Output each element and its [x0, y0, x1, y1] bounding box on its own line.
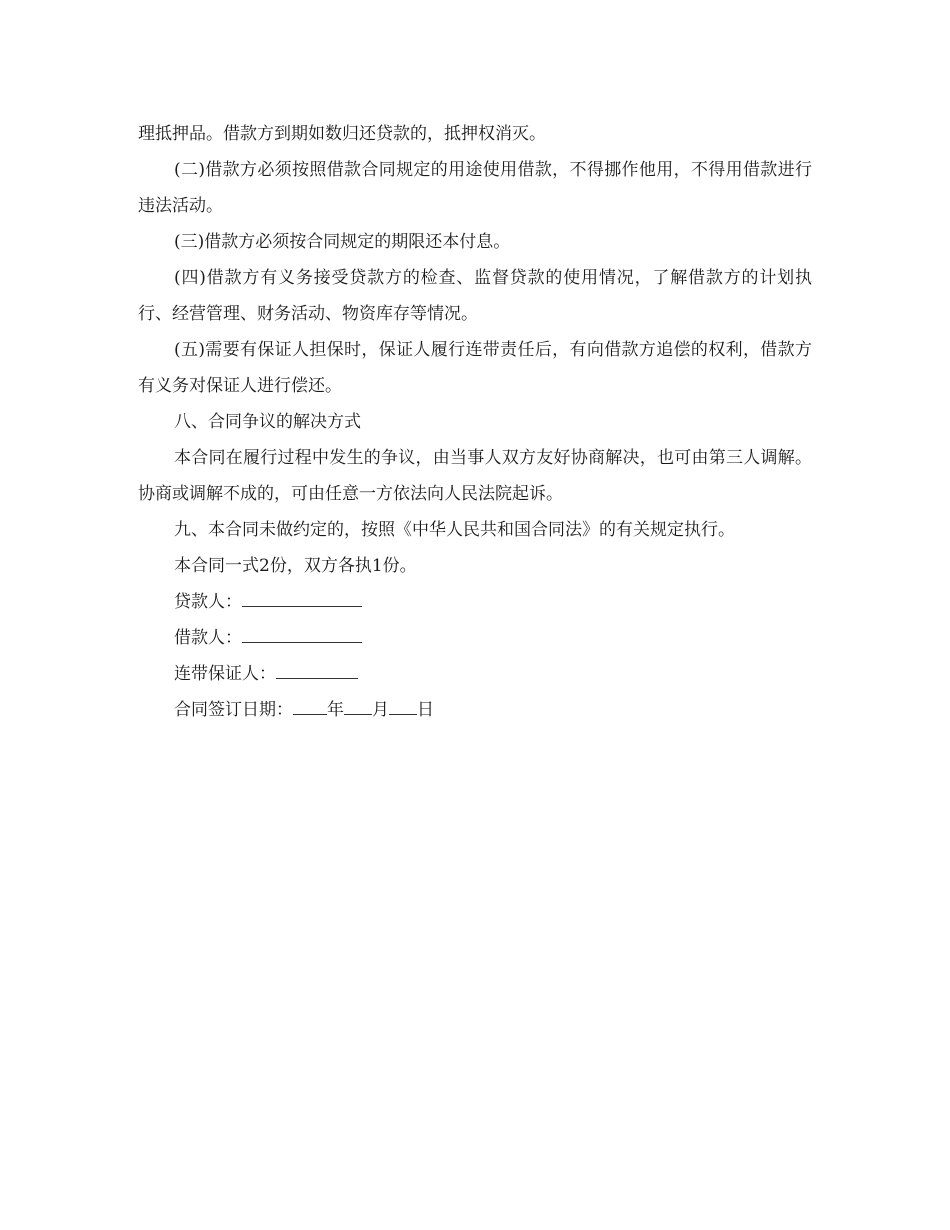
- paragraph-clause-4: (四)借款方有义务接受贷款方的检查、监督贷款的使用情况，了解借款方的计划执行、经营管理、财务活动、物资库存等情况。: [138, 268, 812, 324]
- section-heading-dispute: 八、合同争议的解决方式: [174, 412, 361, 432]
- month-label: 月: [372, 700, 389, 720]
- guarantor-signature-line: [276, 662, 358, 679]
- year-blank-line: [293, 698, 327, 715]
- paragraph-copies: 本合同一式2份，双方各执1份。: [174, 556, 417, 576]
- document-body: [138, 116, 812, 728]
- guarantor-label: 连带保证人：: [174, 664, 276, 684]
- signing-date-row: [138, 692, 812, 728]
- borrower-signature-line: [242, 626, 362, 643]
- lender-signature-line: [242, 590, 362, 607]
- paragraph-clause-5: (五)需要有保证人担保时，保证人履行连带责任后，有向借款方追偿的权利，借款方有义务对保证人进行偿还。: [138, 340, 812, 396]
- signature-guarantor-row: [138, 656, 812, 692]
- paragraph-clause-2: (二)借款方必须按照借款合同规定的用途使用借款，不得挪作他用，不得用借款进行违法活动。: [138, 160, 812, 216]
- section-heading-unagreed-matters: 九、本合同未做约定的，按照《中华人民共和国合同法》的有关规定执行。: [174, 520, 735, 540]
- day-label: 日: [417, 700, 434, 720]
- lender-label: 贷款人：: [174, 592, 242, 612]
- date-label: 合同签订日期：: [174, 700, 293, 720]
- paragraph-dispute-resolution: 本合同在履行过程中发生的争议，由当事人双方友好协商解决，也可由第三人调解。协商或调解不成的，可由任意一方依法向人民法院起诉。: [138, 448, 812, 504]
- paragraph-clause-3: (三)借款方必须按合同规定的期限还本付息。: [174, 232, 511, 252]
- signature-borrower-row: [138, 620, 812, 656]
- day-blank-line: [389, 698, 417, 715]
- signature-lender-row: [138, 584, 812, 620]
- month-blank-line: [344, 698, 372, 715]
- paragraph-pledge-end: 理抵押品。借款方到期如数归还贷款的，抵押权消灭。: [138, 124, 546, 144]
- borrower-label: 借款人：: [174, 628, 242, 648]
- year-label: 年: [327, 700, 344, 720]
